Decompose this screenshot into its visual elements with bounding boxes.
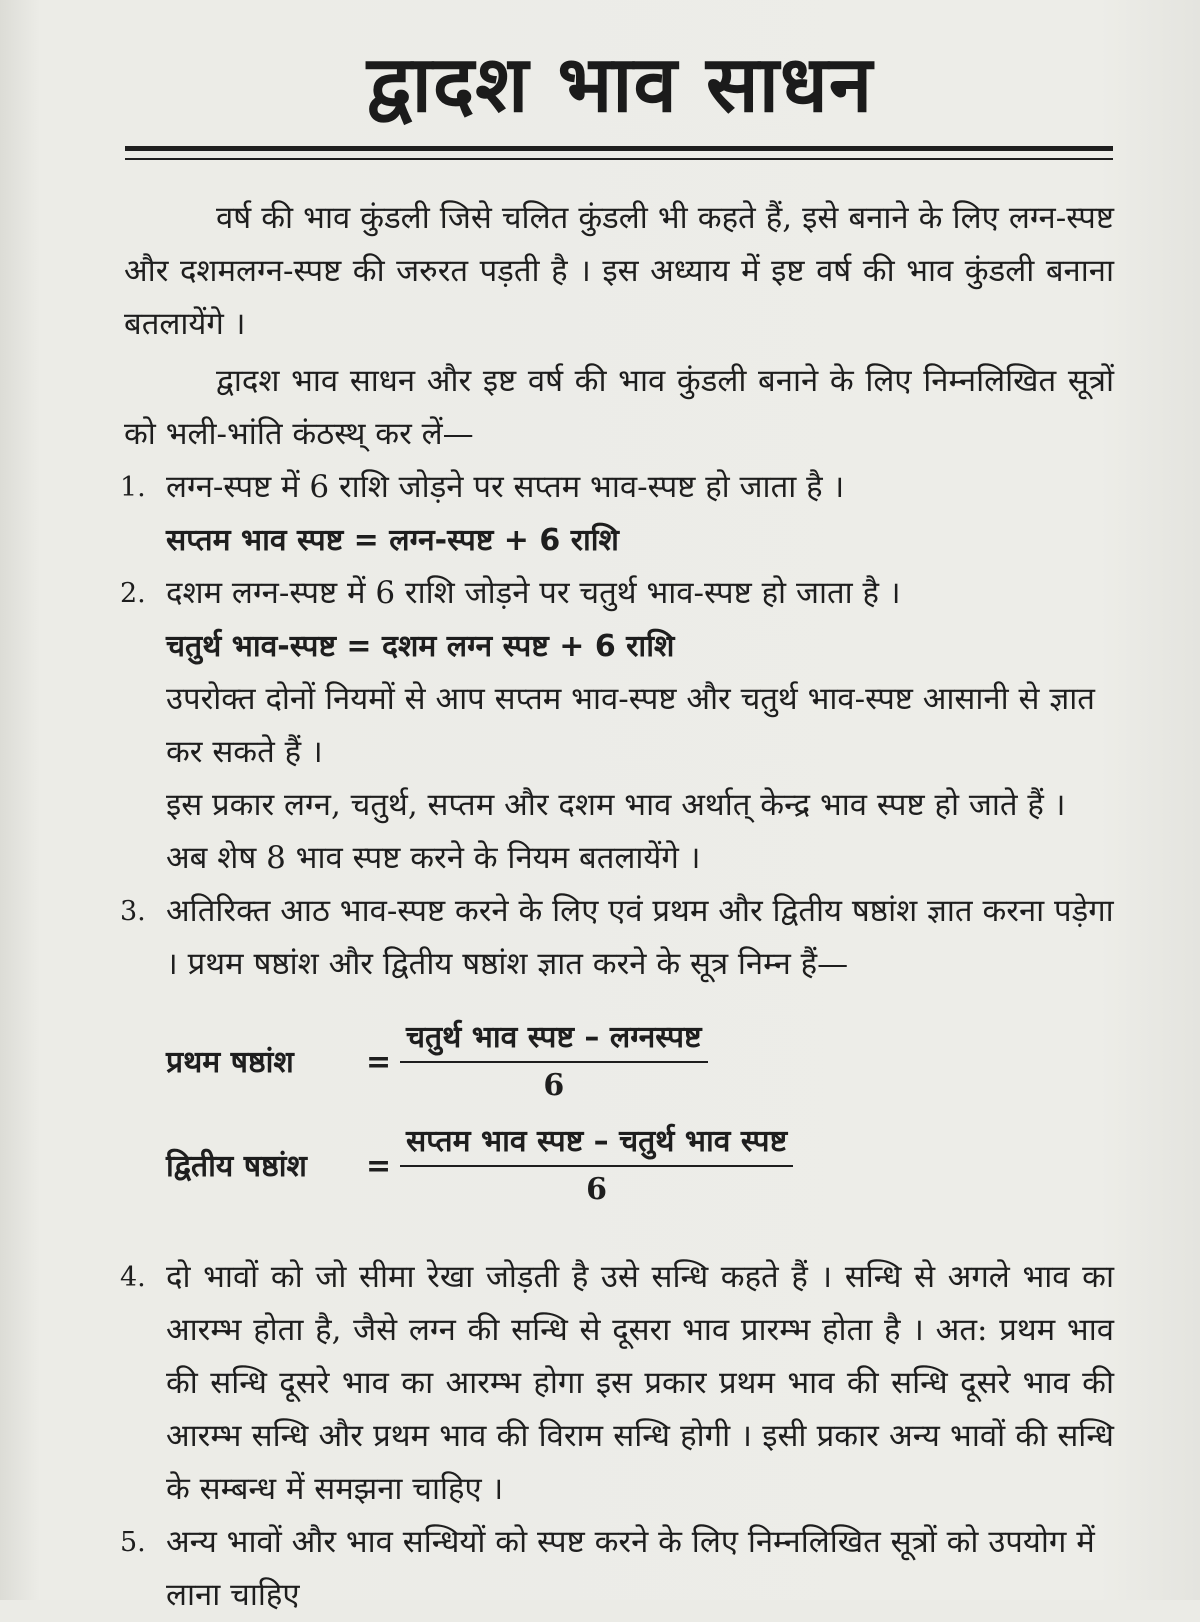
fraction-numerator: चतुर्थ भाव स्पष्ट – लग्नस्पष्ट — [400, 1015, 708, 1063]
fraction-lhs: प्रथम षष्ठांश — [166, 1045, 294, 1080]
item-text: लग्न-स्पष्ट में 6 राशि जोड़ने पर सप्तम भाव-स्पष्ट हो जाता है । — [166, 469, 845, 505]
item-formula: चतुर्थ भाव-स्पष्ट = दशम लग्न स्पष्ट + 6 राशि — [166, 629, 675, 664]
title-rule-thin — [125, 158, 1113, 160]
fraction-equals: = — [366, 1149, 392, 1184]
item-text: दशम लग्न-स्पष्ट में 6 राशि जोड़ने पर चतुर्थ भाव-स्पष्ट हो जाता है । — [166, 575, 901, 611]
item-number: 1. — [120, 472, 146, 503]
item-number: 3. — [120, 896, 146, 927]
intro-paragraph-1: वर्ष की भाव कुंडली जिसे चलित कुंडली भी कहते हैं, इसे बनाने के लिए लग्न-स्पष्ट और दशमलग्न-स्पष्ट की जरुरत पड़ती है । इस अध्याय में इष्ट वर्ष की भाव कुंडली बनाना बतलायेंगे । — [124, 200, 1114, 342]
list-item-2 — [120, 567, 1114, 885]
list-item-4 — [120, 1251, 1114, 1516]
item-note: इस प्रकार लग्न, चतुर्थ, सप्तम और दशम भाव अर्थात् केन्द्र भाव स्पष्ट हो जाते हैं । अब शेष 8 भाव स्पष्ट करने के नियम बतलायेंगे । — [166, 787, 1066, 876]
item-number: 2. — [120, 578, 146, 609]
page-body — [120, 192, 1114, 1622]
fraction — [400, 1015, 708, 1109]
fraction — [400, 1119, 793, 1213]
item-text: अन्य भावों और भाव सन्धियों को स्पष्ट करने के लिए निम्नलिखित सूत्रों को उपयोग में लाना चाहिए — [166, 1524, 1095, 1613]
title-rule-thick — [125, 146, 1113, 151]
page-title: द्वादश भाव साधन — [366, 40, 874, 130]
item-text: दो भावों को जो सीमा रेखा जोड़ती है उसे सन्धि कहते हैं । सन्धि से अगले भाव का आरम्भ होता है, जैसे लग्न की सन्धि से दूसरा भाव प्रारम्भ होता है । अत: प्रथम भाव की सन्धि दूसरे भाव का आरम्भ होगा इस प्रकार प्रथम भाव की सन्धि दूसरे भाव की आरम्भ सन्धि और प्रथम भाव की विराम सन्धि होगी । इसी प्रकार अन्य भावों की सन्धि के सम्बन्ध में समझना चाहिए । — [166, 1259, 1114, 1507]
item-text: अतिरिक्त आठ भाव-स्पष्ट करने के लिए एवं प्रथम और द्वितीय षष्ठांश ज्ञात करना पड़ेगा । प्रथम षष्ठांश और द्वितीय षष्ठांश ज्ञात करने के सूत्र निम्न हैं— — [166, 893, 1114, 982]
list-item-1 — [120, 461, 1114, 567]
fraction-formula-2 — [124, 1119, 1114, 1223]
item-number: 5. — [120, 1527, 146, 1558]
fraction-lhs: द्वितीय षष्ठांश — [166, 1149, 307, 1184]
fraction-equals: = — [366, 1045, 392, 1080]
item-number: 4. — [120, 1262, 146, 1293]
fraction-denominator: 6 — [586, 1172, 607, 1207]
intro-paragraph-2: द्वादश भाव साधन और इष्ट वर्ष की भाव कुंडली बनाने के लिए निम्नलिखित सूत्रों को भली-भांति कंठस्थ् कर लें— — [124, 363, 1114, 452]
item-formula: सप्तम भाव स्पष्ट = लग्न-स्पष्ट + 6 राशि — [166, 523, 619, 558]
list-item-5 — [120, 1516, 1114, 1622]
item-note: उपरोक्त दोनों नियमों से आप सप्तम भाव-स्पष्ट और चतुर्थ भाव-स्पष्ट आसानी से ज्ञात कर सकते हैं । — [166, 681, 1095, 770]
list-item-3 — [120, 885, 1114, 991]
fraction-formula-1 — [124, 1015, 1114, 1119]
fraction-numerator: सप्तम भाव स्पष्ट – चतुर्थ भाव स्पष्ट — [400, 1119, 793, 1167]
fraction-denominator: 6 — [543, 1068, 565, 1103]
